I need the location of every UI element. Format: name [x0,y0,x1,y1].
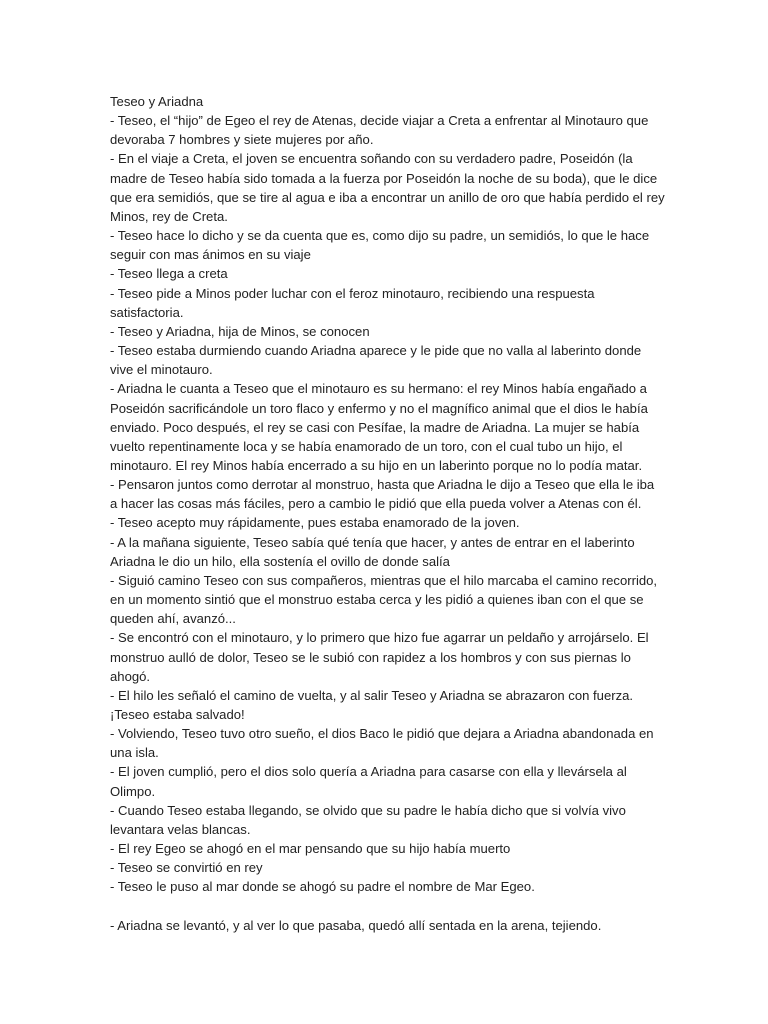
paragraph: - Cuando Teseo estaba llegando, se olvido que su padre le había dicho que si volvía vivo levantara velas blancas. [110,802,626,837]
paragraph: - Pensaron juntos como derrotar al monstruo, hasta que Ariadna le dijo a Teseo que ella le iba a hacer las cosas más fáciles, pero a cambio le pidió que ella pueda volver a Atenas con él. [110,477,655,512]
paragraph: - Teseo y Ariadna, hija de Minos, se conocen [110,323,370,339]
paragraph: - Teseo llega a creta [110,266,228,282]
paragraph: - En el viaje a Creta, el joven se encuentra soñando con su verdadero padre, Poseidón (la madre de Teseo había sido tomada a la fuerza por Poseidón la noche de su boda), que le dice que era semidiós, que se tire al agua e iba a encontrar un anillo de oro que había perdido el rey Minos, rey de Creta. [110,151,665,224]
paragraph: - Volviendo, Teseo tuvo otro sueño, el dios Baco le pidió que dejara a Ariadna abandonada en una isla. [110,726,654,761]
paragraph: - El joven cumplió, pero el dios solo quería a Ariadna para casarse con ella y llevársela al Olimpo. [110,764,627,799]
paragraph: - Teseo, el “hijo” de Egeo el rey de Atenas, decide viajar a Creta a enfrentar al Minotauro que devoraba 7 hombres y siete mujeres por año. [110,113,649,148]
paragraph: - El rey Egeo se ahogó en el mar pensando que su hijo había muerto [110,841,511,857]
paragraph: - Teseo se convirtió en rey [110,860,263,876]
paragraph: - Teseo hace lo dicho y se da cuenta que es, como dijo su padre, un semidiós, lo que le hace seguir con mas ánimos en su viaje [110,228,650,263]
paragraph: - Teseo acepto muy rápidamente, pues estaba enamorado de la joven. [110,515,520,531]
paragraph: - Teseo le puso al mar donde se ahogó su padre el nombre de Mar Egeo. [110,879,535,895]
final-paragraph: - Ariadna se levantó, y al ver lo que pasaba, quedó allí sentada en la arena, tejiendo. [110,917,602,933]
paragraph: - Teseo pide a Minos poder luchar con el feroz minotauro, recibiendo una respuesta satisfactoria. [110,285,595,320]
paragraph: - Siguió camino Teseo con sus compañeros, mientras que el hilo marcaba el camino recorrido, en un momento sintió que el monstruo estaba cerca y les pidió a quienes iban con el que se queden ahí, avanzó... [110,572,658,627]
document-body [110,92,665,935]
paragraph: - Teseo estaba durmiendo cuando Ariadna aparece y le pide que no valla al laberinto donde vive el minotauro. [110,343,642,378]
paragraph: - El hilo les señaló el camino de vuelta, y al salir Teseo y Ariadna se abrazaron con fuerza. ¡Teseo estaba salvado! [110,687,634,722]
paragraph-spacer [110,897,665,916]
paragraph: - Se encontró con el minotauro, y lo primero que hizo fue agarrar un peldaño y arrojárselo. El monstruo aulló de dolor, Teseo se le subió con rapidez a los hombros y con sus piernas lo ahogó. [110,630,649,684]
paragraph: - Ariadna le cuanta a Teseo que el minotauro es su hermano: el rey Minos había engañado a Poseidón sacrificándole un toro flaco y enfermo y no el magnífico animal que el dios le había enviado. Poco después, el rey se casi con Pesífae, la madre de Ariadna. La mujer se había vuelto repentinamente loca y se había enamorado de un toro, con el cual tubo un hijo, el minotauro. El rey Minos había encerrado a su hijo en un laberinto porque no lo podía matar. [110,381,648,473]
paragraph: - A la mañana siguiente, Teseo sabía qué tenía que hacer, y antes de entrar en el laberinto Ariadna le dio un hilo, ella sostenía el ovillo de donde salía [110,534,635,569]
document-title: Teseo y Ariadna [110,94,204,109]
